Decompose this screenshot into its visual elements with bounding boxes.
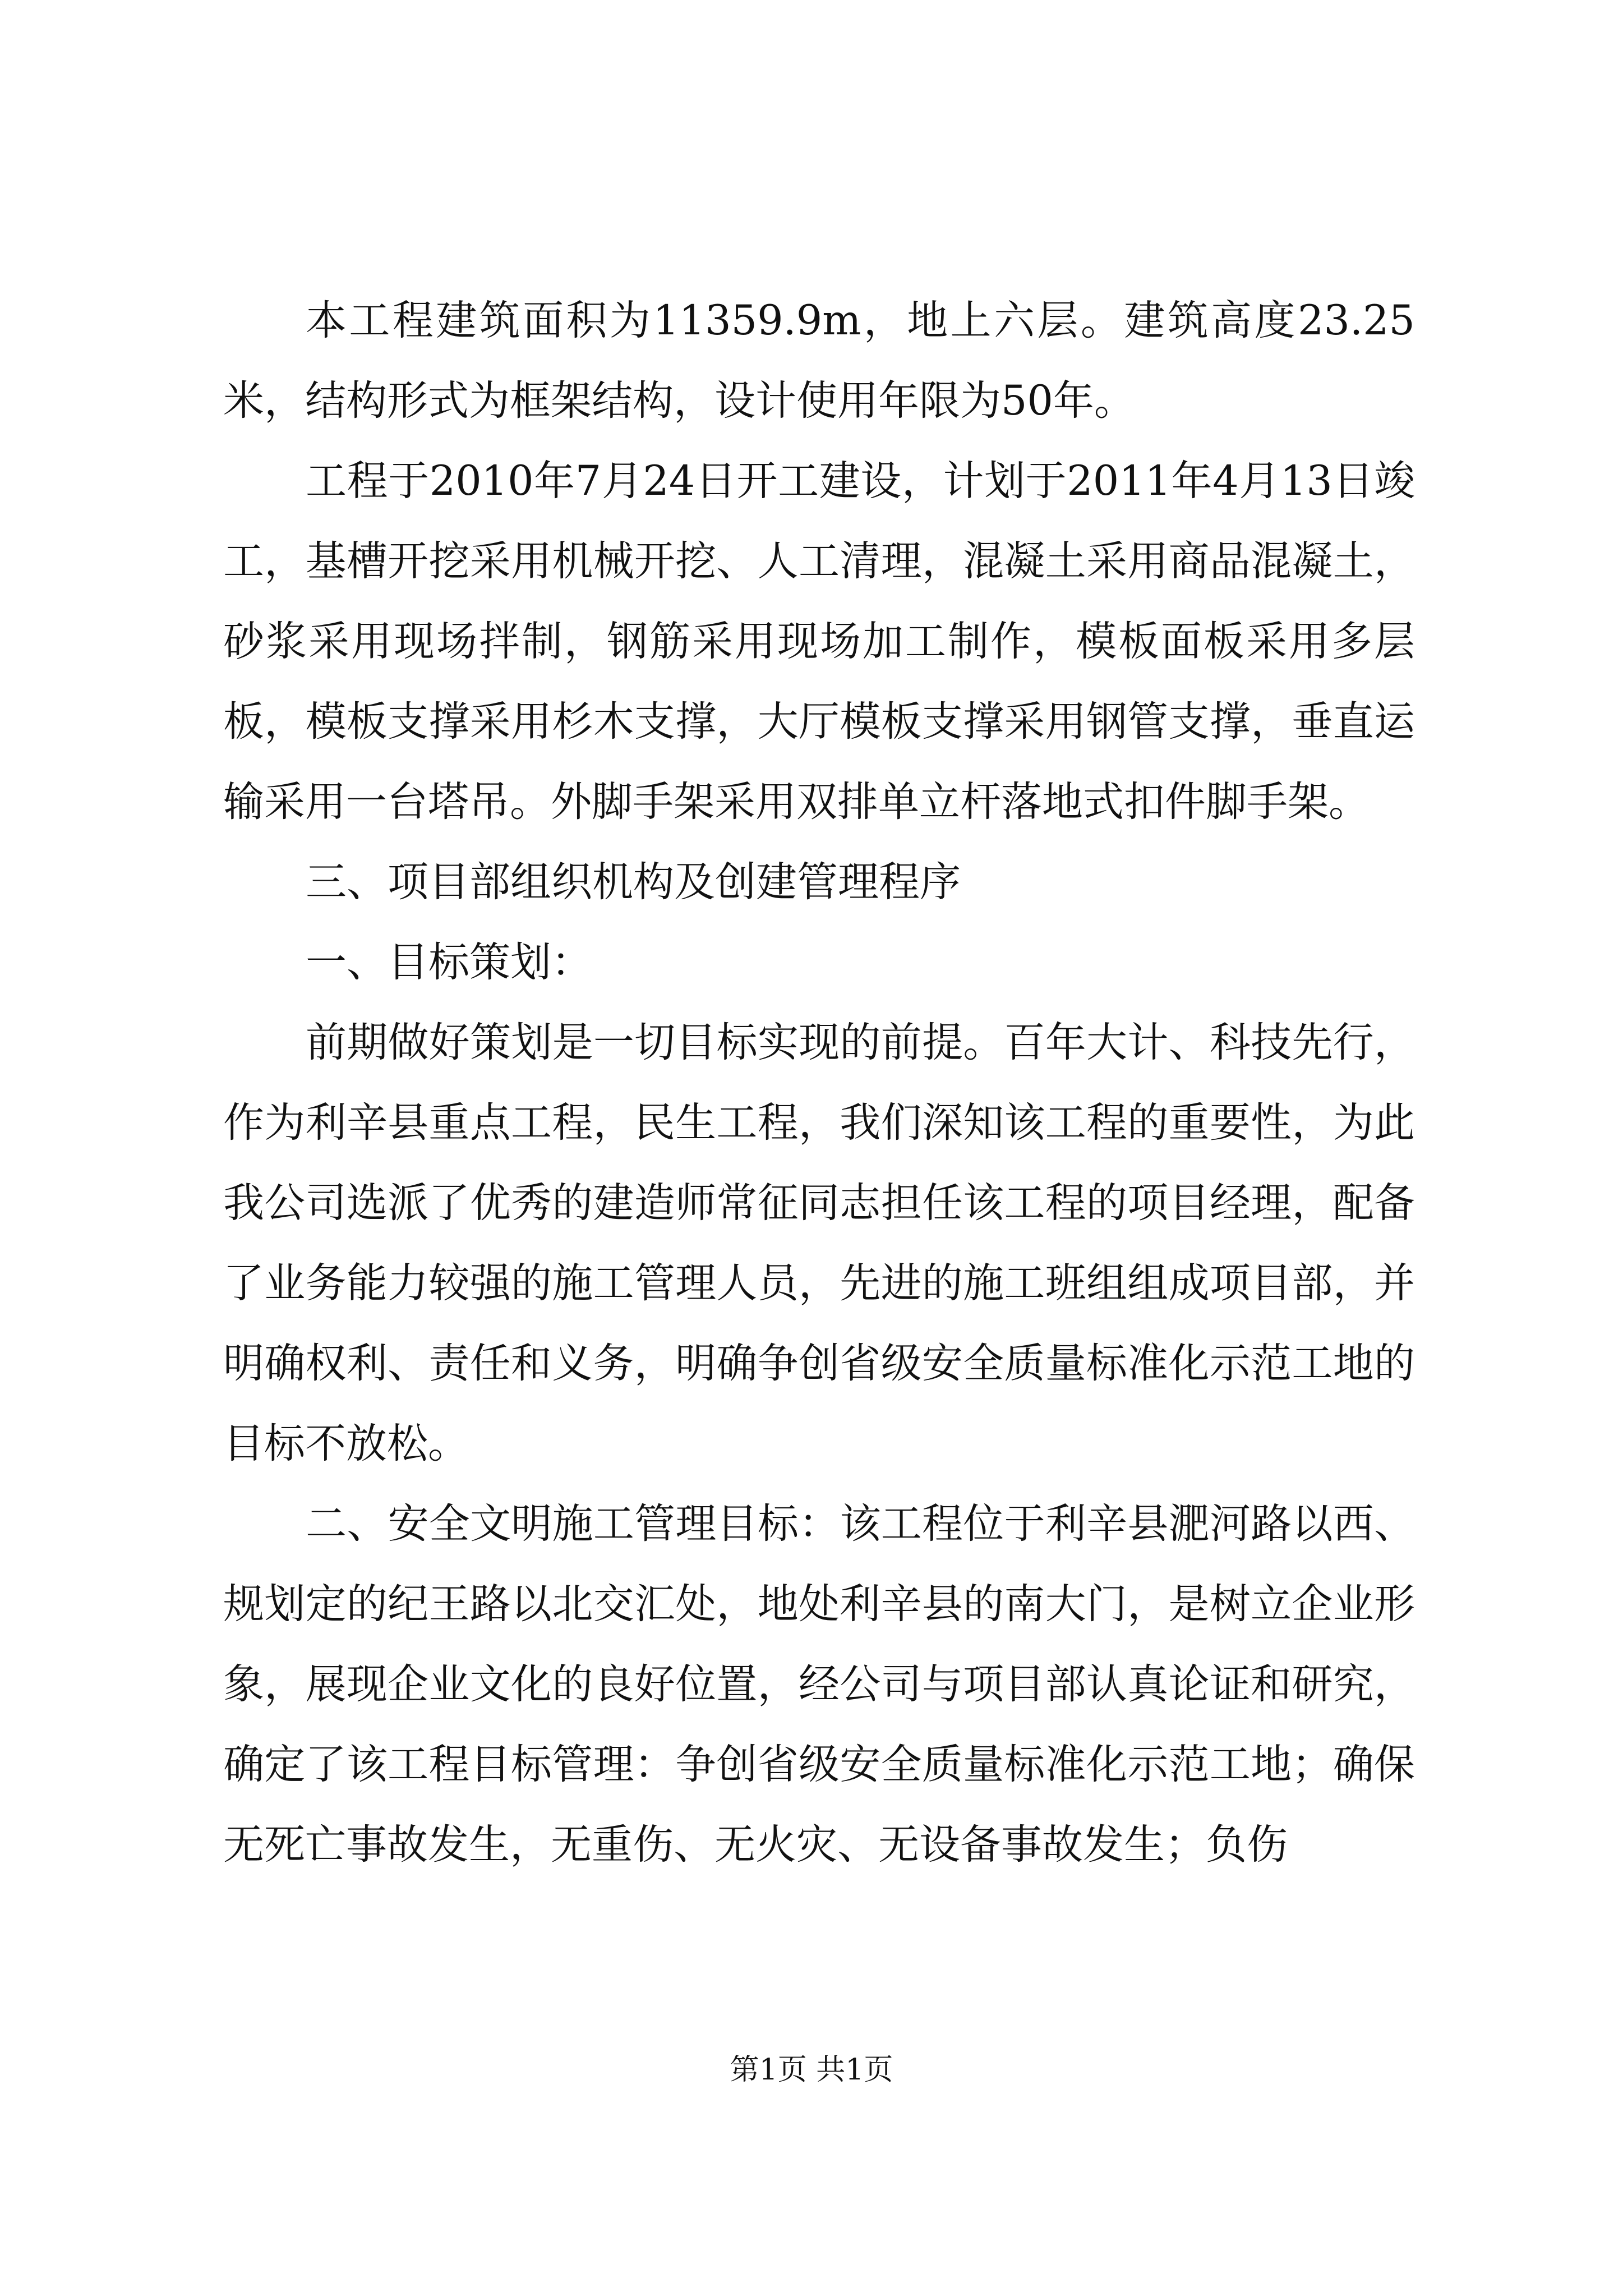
subheading-goal-planning: 一、目标策划：	[306, 938, 592, 986]
page-number-footer: 第1页 共1页	[730, 2053, 893, 2087]
paragraph-construction-schedule: 工程于2010年7月24日开工建设，计划于2011年4月13日竣工，基槽开挖采用机械开挖、人工清理，混凝土采用商品混凝土，砂浆采用现场拌制，钢筋采用现场加工制作，模板面板采用多层板，模板支撑采用杉木支撑，大厅模板支撑采用钢管支撑，垂直运输采用一台塔吊。外脚手架采用双排单立杆落地式扣件脚手架。	[223, 457, 1415, 826]
document-body	[223, 280, 1415, 1885]
paragraph-project-overview: 本工程建筑面积为11359.9m，地上六层。建筑高度23.25米，结构形式为框架结构，设计使用年限为50年。	[223, 297, 1415, 425]
paragraph-goal-planning: 前期做好策划是一切目标实现的前提。百年大计、科技先行，作为利辛县重点工程，民生工程，我们深知该工程的重要性，为此我公司选派了优秀的建造师常征同志担任该工程的项目经理，配备了业务能力较强的施工管理人员，先进的施工班组组成项目部，并明确权利、责任和义务，明确争创省级安全质量标准化示范工地的目标不放松。	[223, 1019, 1415, 1467]
paragraph-safety-goals: 二、安全文明施工管理目标：该工程位于利辛县淝河路以西、规划定的纪王路以北交汇处，地处利辛县的南大门，是树立企业形象，展现企业文化的良好位置，经公司与项目部认真论证和研究，确定了该工程目标管理：争创省级安全质量标准化示范工地；确保无死亡事故发生，无重伤、无火灾、无设备事故发生；负伤	[223, 1500, 1415, 1869]
section-heading-organization: 三、项目部组织机构及创建管理程序	[306, 858, 961, 906]
